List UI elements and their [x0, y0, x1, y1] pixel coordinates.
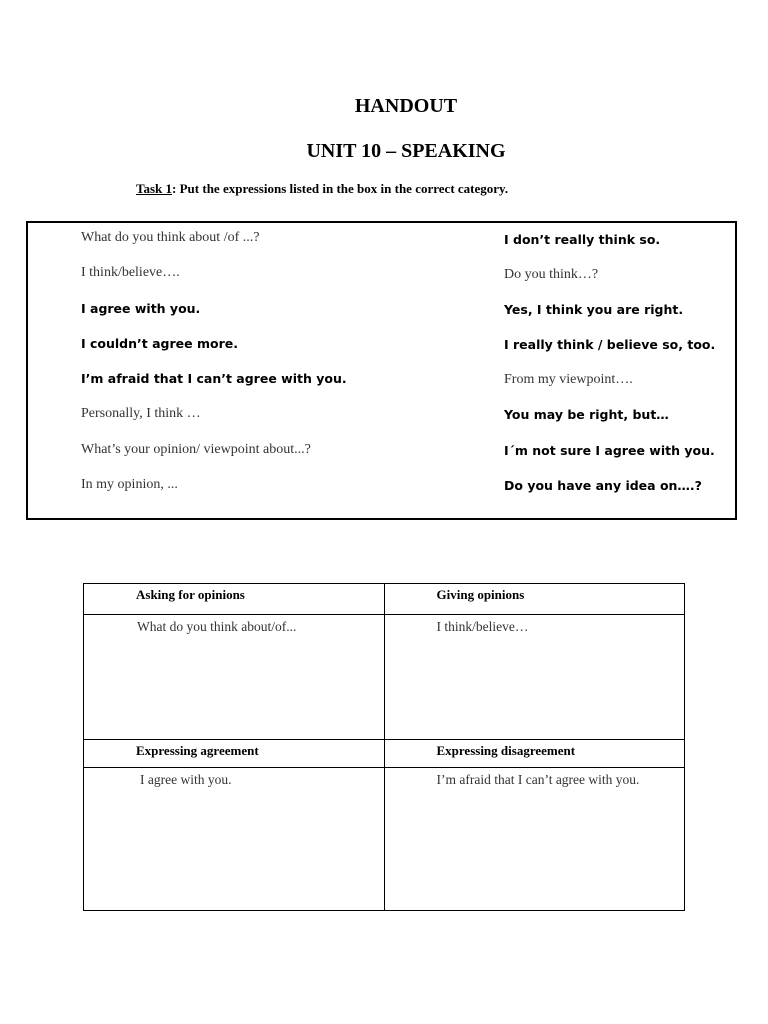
expression-item: Do you have any idea on….?	[504, 478, 702, 493]
cell-giving-opinions[interactable]: I think/believe…	[384, 615, 685, 740]
expression-item: You may be right, but…	[504, 407, 669, 422]
expression-item: I´m not sure I agree with you.	[504, 443, 715, 458]
cell-asking-opinions[interactable]: What do you think about/of...	[84, 615, 385, 740]
expression-item: I couldn’t agree more.	[81, 336, 238, 351]
expression-item: Do you think…?	[504, 267, 599, 282]
page-subtitle: UNIT 10 – SPEAKING	[306, 140, 506, 162]
expression-item: What do you think about /of ...?	[81, 230, 260, 245]
heading-asking-opinions: Asking for opinions	[84, 584, 385, 615]
cell-expressing-disagreement[interactable]: I’m afraid that I can’t agree with you.	[384, 768, 685, 911]
table-row	[84, 584, 685, 615]
expression-item: I don’t really think so.	[504, 232, 661, 247]
page-title: HANDOUT	[354, 95, 458, 117]
heading-expressing-disagreement: Expressing disagreement	[384, 740, 685, 768]
expression-item: I’m afraid that I can’t agree with you.	[81, 371, 347, 386]
cell-expressing-agreement[interactable]: I agree with you.	[84, 768, 385, 911]
expression-item: What’s your opinion/ viewpoint about...?	[81, 442, 311, 457]
expression-item: I agree with you.	[81, 301, 201, 316]
table-row	[84, 768, 685, 911]
table-row	[84, 740, 685, 768]
expressions-box	[26, 221, 737, 520]
expression-item: I really think / believe so, too.	[504, 337, 716, 352]
expression-item: In my opinion, ...	[81, 477, 178, 492]
heading-expressing-agreement: Expressing agreement	[84, 740, 385, 768]
expression-item: Yes, I think you are right.	[504, 302, 684, 317]
expression-item: I think/believe….	[81, 265, 180, 280]
category-table	[83, 583, 685, 911]
heading-giving-opinions: Giving opinions	[384, 584, 685, 615]
table-row	[84, 615, 685, 740]
task-text: : Put the expressions listed in the box in the correct category.	[172, 181, 509, 196]
expression-item: From my viewpoint….	[504, 372, 633, 387]
task-instruction	[136, 181, 508, 197]
expression-item: Personally, I think …	[81, 406, 201, 421]
task-label: Task 1	[136, 181, 173, 196]
